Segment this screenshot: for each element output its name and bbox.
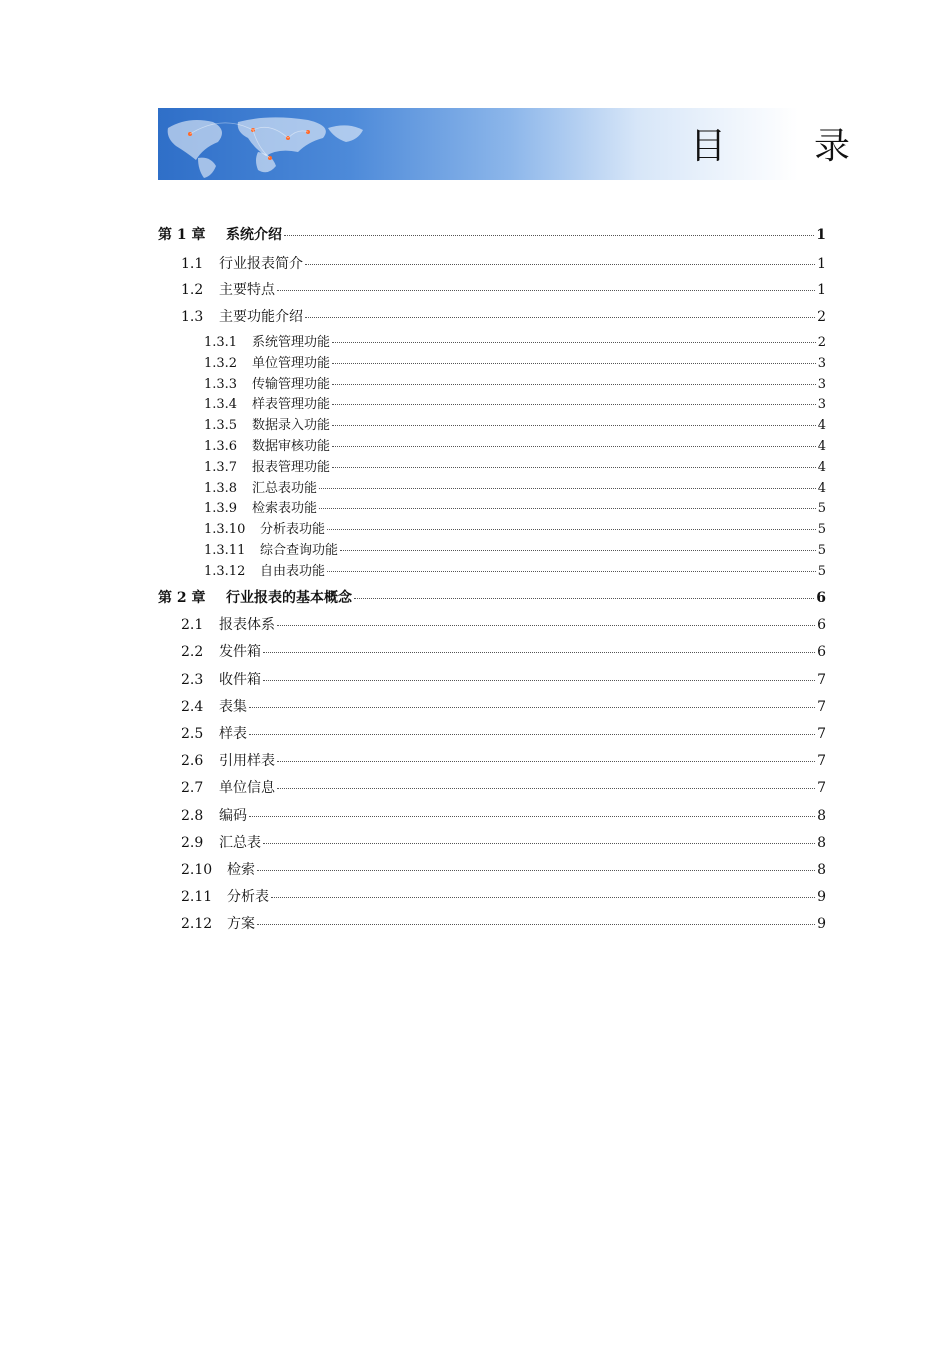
toc-page: 1	[817, 282, 826, 298]
toc-number: 1.3.3	[204, 377, 238, 392]
toc-section[interactable]	[181, 723, 826, 743]
toc-label: 系统介绍	[226, 227, 282, 243]
toc-number: 第 1 章	[158, 227, 206, 243]
toc-number: 2.6	[181, 753, 204, 769]
toc-label: 行业报表的基本概念	[226, 590, 352, 606]
toc-number: 1.3.7	[204, 460, 238, 475]
toc-section[interactable]	[181, 306, 826, 326]
dot-leader	[277, 761, 815, 762]
toc-number: 2.11	[181, 889, 213, 905]
toc-page: 7	[817, 699, 826, 715]
toc-number: 2.12	[181, 916, 213, 932]
dot-leader	[263, 680, 815, 681]
dot-leader	[277, 625, 815, 626]
toc-label: 报表管理功能	[252, 460, 331, 475]
toc-label: 分析表功能	[260, 522, 326, 537]
dot-leader	[340, 550, 816, 551]
dot-leader	[319, 488, 816, 489]
dot-leader	[277, 290, 815, 291]
toc-subsection[interactable]	[204, 373, 826, 392]
toc-number: 2.1	[181, 617, 204, 633]
dot-leader	[319, 508, 816, 509]
toc-page: 1	[817, 256, 826, 272]
toc-label: 方案	[227, 916, 255, 932]
toc-label: 系统管理功能	[252, 335, 331, 350]
dot-leader	[305, 317, 815, 318]
toc-section[interactable]	[181, 696, 826, 716]
toc-page: 1	[816, 227, 826, 243]
toc-section[interactable]	[181, 859, 826, 879]
dot-leader	[263, 652, 815, 653]
toc-section[interactable]	[181, 253, 826, 273]
toc-number: 1.2	[181, 282, 204, 298]
toc-page: 9	[817, 916, 826, 932]
toc-subsection[interactable]	[204, 477, 826, 496]
dot-leader	[277, 788, 815, 789]
dot-leader	[354, 598, 814, 599]
toc-number: 1.3.9	[204, 501, 238, 516]
toc-number: 1.3.11	[204, 543, 246, 558]
toc-number: 2.3	[181, 672, 204, 688]
toc-subsection[interactable]	[204, 560, 826, 579]
toc-number: 2.4	[181, 699, 204, 715]
toc-page: 7	[817, 780, 826, 796]
toc-number: 1.3	[181, 309, 204, 325]
toc-page: 6	[817, 644, 826, 660]
toc-label: 表集	[219, 699, 247, 715]
toc-number: 2.7	[181, 780, 204, 796]
toc-number: 1.1	[181, 256, 204, 272]
toc-number: 2.2	[181, 644, 204, 660]
toc-page: 7	[817, 753, 826, 769]
toc-section[interactable]	[181, 913, 826, 933]
dot-leader	[332, 467, 816, 468]
toc-number: 1.3.5	[204, 418, 238, 433]
toc-section[interactable]	[181, 279, 826, 299]
dot-leader	[305, 264, 815, 265]
dot-leader	[332, 404, 816, 405]
toc-label: 发件箱	[219, 644, 261, 660]
dot-leader	[332, 342, 816, 343]
dot-leader	[327, 529, 816, 530]
toc-page: 5	[817, 522, 826, 537]
toc-subsection[interactable]	[204, 331, 826, 350]
toc-label: 样表管理功能	[252, 397, 331, 412]
toc-section[interactable]	[181, 805, 826, 825]
toc-label: 行业报表简介	[219, 256, 303, 272]
dot-leader	[332, 384, 816, 385]
toc-number: 1.3.12	[204, 564, 246, 579]
toc-page: 5	[817, 501, 826, 516]
page-title: 目 录	[690, 126, 877, 167]
toc-subsection[interactable]	[204, 435, 826, 454]
toc-page: 7	[817, 672, 826, 688]
dot-leader	[332, 425, 816, 426]
toc-label: 样表	[219, 726, 247, 742]
toc-label: 数据审核功能	[252, 439, 331, 454]
toc-label: 引用样表	[219, 753, 275, 769]
toc-page: 7	[817, 726, 826, 742]
toc-number: 1.3.2	[204, 356, 238, 371]
dot-leader	[257, 924, 815, 925]
toc-number: 第 2 章	[158, 590, 206, 606]
toc-label: 数据录入功能	[252, 418, 331, 433]
toc-page: 4	[817, 481, 826, 496]
dot-leader	[284, 235, 814, 236]
toc-page: 3	[817, 397, 826, 412]
toc-number: 1.3.8	[204, 481, 238, 496]
toc-number: 1.3.6	[204, 439, 238, 454]
toc-section[interactable]	[181, 614, 826, 634]
toc-number: 1.3.10	[204, 522, 246, 537]
toc-page: 8	[817, 808, 826, 824]
toc-section[interactable]	[181, 641, 826, 661]
toc-label: 自由表功能	[260, 564, 326, 579]
toc-number: 2.5	[181, 726, 204, 742]
toc-label: 检索	[227, 862, 255, 878]
toc-label: 汇总表	[219, 835, 261, 851]
toc-subsection[interactable]	[204, 497, 826, 516]
toc-number: 1.3.1	[204, 335, 238, 350]
dot-leader	[249, 734, 815, 735]
toc-section[interactable]	[181, 777, 826, 797]
toc-label: 收件箱	[219, 672, 261, 688]
toc-number: 1.3.4	[204, 397, 238, 412]
dot-leader	[249, 816, 815, 817]
toc-label: 传输管理功能	[252, 377, 331, 392]
toc-label: 编码	[219, 808, 247, 824]
toc-page: 8	[817, 862, 826, 878]
dot-leader	[263, 843, 815, 844]
toc-label: 分析表	[227, 889, 269, 905]
toc-chapter-2[interactable]	[158, 587, 826, 607]
toc-section[interactable]	[181, 832, 826, 852]
toc-chapter-1[interactable]	[158, 224, 826, 244]
toc-subsection[interactable]	[204, 352, 826, 371]
toc-page: 5	[817, 543, 826, 558]
toc-page: 2	[817, 309, 826, 325]
toc-label: 主要功能介绍	[219, 309, 303, 325]
toc-subsection[interactable]	[204, 456, 826, 475]
toc-subsection[interactable]	[204, 414, 826, 433]
toc-section[interactable]	[181, 750, 826, 770]
dot-leader	[327, 571, 816, 572]
dot-leader	[271, 897, 815, 898]
toc-label: 报表体系	[219, 617, 275, 633]
dot-leader	[249, 707, 815, 708]
dot-leader	[332, 446, 816, 447]
toc-page: 3	[817, 356, 826, 371]
toc-page: 6	[817, 617, 826, 633]
toc-page: 4	[817, 460, 826, 475]
toc-number: 2.8	[181, 808, 204, 824]
toc-page: 8	[817, 835, 826, 851]
toc-page: 2	[817, 335, 826, 350]
toc-page: 9	[817, 889, 826, 905]
toc-page: 6	[816, 590, 826, 606]
toc-subsection[interactable]	[204, 518, 826, 537]
toc-label: 单位管理功能	[252, 356, 331, 371]
toc-section[interactable]	[181, 886, 826, 906]
dot-leader	[257, 870, 815, 871]
toc-label: 汇总表功能	[252, 481, 318, 496]
toc-label: 检索表功能	[252, 501, 318, 516]
toc-label: 综合查询功能	[260, 543, 339, 558]
toc-section[interactable]	[181, 669, 826, 689]
toc-page: 4	[817, 418, 826, 433]
toc-subsection[interactable]	[204, 393, 826, 412]
toc-number: 2.10	[181, 862, 213, 878]
toc-label: 主要特点	[219, 282, 275, 298]
toc-subsection[interactable]	[204, 539, 826, 558]
toc-page: 3	[817, 377, 826, 392]
toc-page: 4	[817, 439, 826, 454]
toc-number: 2.9	[181, 835, 204, 851]
toc-label: 单位信息	[219, 780, 275, 796]
toc-page: 5	[817, 564, 826, 579]
dot-leader	[332, 363, 816, 364]
